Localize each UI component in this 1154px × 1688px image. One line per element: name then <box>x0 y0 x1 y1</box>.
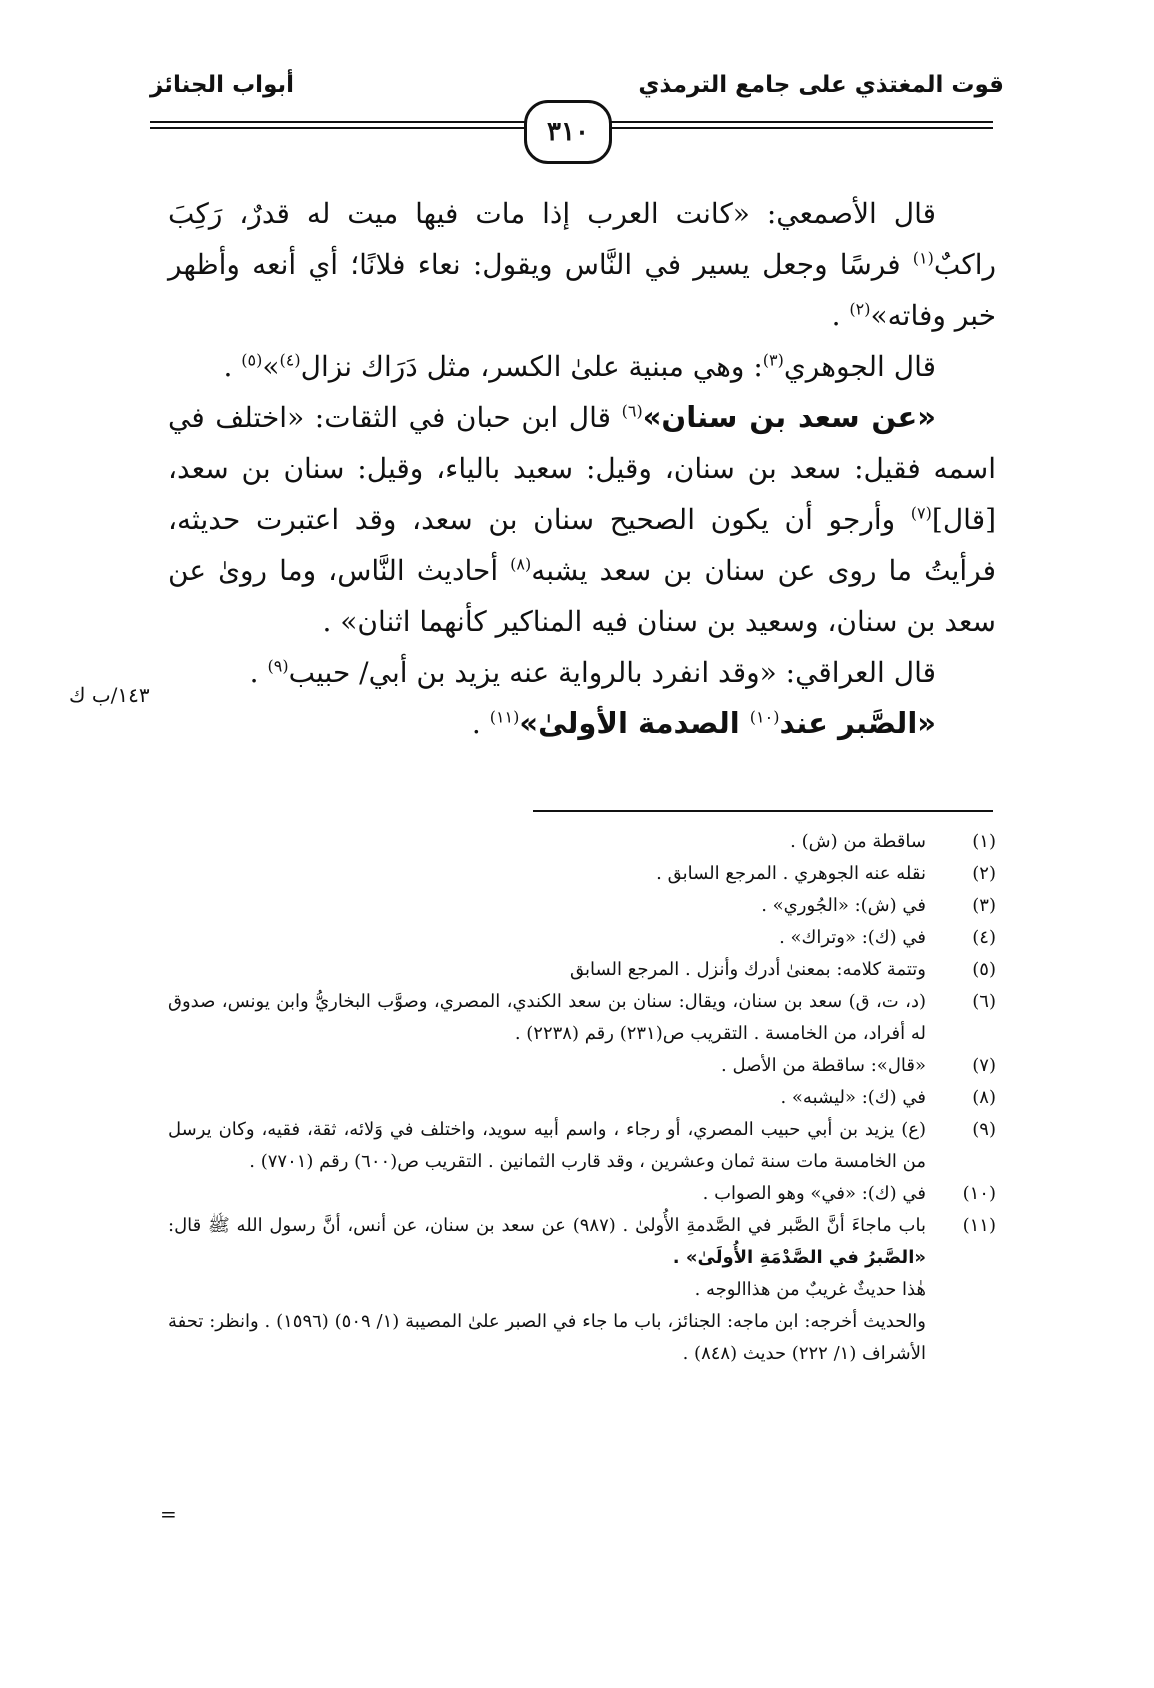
footnote-text: باب ماجاءَ أنَّ الصَّبر في الصَّدمةِ الأُولىٰ . (٩٨٧) عن سعد بن سنان، عن أنس، أنَّ رسول الله ﷺ قال: <box>168 1215 926 1236</box>
footnote-ref: (٦) <box>621 401 643 421</box>
footnote-number: (٣) <box>972 895 996 916</box>
text: فرسًا وجعل يسير في النَّاس ويقول: نعاء فلانًا؛ أي أنعه وأظهر خبر وفاته» <box>168 248 996 332</box>
footnote-text: في (ك): «وتراك» . <box>779 927 926 948</box>
footnote-ref: (٥) <box>241 350 263 370</box>
footnote-number: (١٠) <box>962 1183 996 1204</box>
page-number-box <box>524 100 612 164</box>
text: . <box>249 656 268 689</box>
footnote-number: (١) <box>972 831 996 852</box>
hadith-heading: «عن سعد بن سنان» <box>642 400 936 434</box>
text: قال العراقي: «وقد انفرد بالرواية عنه يزيد بن أبي/ حبيب <box>288 656 936 689</box>
hadith-quote: «الصَّبرُ في الصَّدْمَةِ الأُولَىٰ» . <box>672 1247 926 1268</box>
paragraph-iraqi <box>168 647 996 698</box>
paragraph-jawhari <box>168 341 996 392</box>
footnote-text: (ع) يزيد بن أبي حبيب المصري، أو رجاء ، واسم أبيه سويد، واختلف في وَلائه، ثقة، فقيه، وكان يرسل من الخامسة مات سنة ثمان وعشرين ، وقد قارب الثمانين . التقريب ص(٦٠٠) رقم (٧٧٠١) . <box>168 1119 926 1172</box>
footnote-number: (٧) <box>972 1055 996 1076</box>
footnote-ref: (١١) <box>489 707 520 727</box>
footnote-separator <box>533 810 993 812</box>
footnote-7 <box>168 1050 996 1082</box>
text: : وهي مبنية علىٰ الكسر، مثل دَرَاك نزال <box>300 350 763 383</box>
footnote-2 <box>168 858 996 890</box>
text: . <box>831 299 850 332</box>
footnote-grading: هٰذا حديثٌ غريبٌ من هذاالوجه . <box>694 1279 926 1300</box>
footnote-ref: (٨) <box>510 554 532 574</box>
footnote-ref: (٣) <box>762 350 784 370</box>
section-title: أبواب الجنائز <box>150 72 295 98</box>
footnote-9 <box>168 1114 996 1178</box>
hadith-heading: «الصَّبر عند <box>779 706 936 740</box>
footnote-text: (د، ت، ق) سعد بن سنان، ويقال: سنان بن سعد الكندي، المصري، وصوَّب البخاريُّ وابن يونس، صدوق له أفراد، من الخامسة . التقريب ص(٢٣١) رقم (٢٢٣٨) . <box>168 991 926 1044</box>
footnote-8 <box>168 1082 996 1114</box>
text: قال الأصمعي: «كانت العرب إذا مات فيها ميت له قدرٌ، رَكِبَ راكبٌ <box>168 197 996 281</box>
footnote-ref: (١) <box>912 248 934 268</box>
main-text <box>168 188 996 749</box>
footnote-takhrij: والحديث أخرجه: ابن ماجه: الجنائز، باب ما جاء في الصبر علىٰ المصيبة (١/ ٥٠٩) (١٥٩٦) . وانظر: تحفة الأشراف (١/ ٢٢٢) حديث (٨٤٨) . <box>168 1311 926 1364</box>
footnote-text: في (ك): «في» وهو الصواب . <box>702 1183 926 1204</box>
paragraph-asmai <box>168 188 996 341</box>
footnote-4 <box>168 922 996 954</box>
footnote-number: (٩) <box>972 1119 996 1140</box>
footnote-number: (٨) <box>972 1087 996 1108</box>
text: قال ابن حبان في الثقات: «اختلف في اسمه فقيل: سعد بن سنان، وقيل: سعيد بالياء، وقيل: سنان بن سعد، [قال] <box>168 401 996 536</box>
header-rule <box>150 127 528 129</box>
footnote-ref: (٢) <box>849 299 871 319</box>
footnote-10 <box>168 1178 996 1210</box>
hadith-heading: الصدمة الأولىٰ» <box>519 706 750 740</box>
footnote-6 <box>168 986 996 1050</box>
footnote-text: في (ك): «ليشبه» . <box>780 1087 926 1108</box>
footnote-text: في (ش): «الجُوري» . <box>761 895 926 916</box>
footnote-number: (٢) <box>972 863 996 884</box>
footnote-number: (٥) <box>972 959 996 980</box>
page-number: ٣١٠ <box>547 117 589 147</box>
footnote-ref: (٤) <box>279 350 301 370</box>
footnote-text: وتتمة كلامه: بمعنىٰ أدرك وأنزل . المرجع السابق <box>569 959 926 980</box>
text: . <box>471 707 490 740</box>
text: قال الجوهري <box>783 350 936 383</box>
paragraph-sabr <box>168 698 996 749</box>
footnote-text: نقله عنه الجوهري . المرجع السابق . <box>656 863 926 884</box>
footnote-number: (٦) <box>972 991 996 1012</box>
manuscript-margin-note: ١٤٣/ب ك <box>69 683 150 707</box>
paragraph-saad-bin-sinan <box>168 392 996 647</box>
book-title: قوت المغتذي على جامع الترمذي <box>638 72 1004 98</box>
footnote-ref: (٧) <box>910 503 932 523</box>
text: » <box>262 350 280 383</box>
header-rule <box>150 121 528 123</box>
footnote-1 <box>168 826 996 858</box>
text: وأرجو أن يكون الصحيح سنان بن سعد، وقد اعتبرت حديثه، فرأيتُ ما روى عن سنان بن سعد يشبه <box>168 503 996 587</box>
footnote-number: (٤) <box>972 927 996 948</box>
footnote-number: (١١) <box>962 1215 996 1236</box>
header-rule <box>600 127 993 129</box>
footnote-ref: (١٠) <box>749 707 780 727</box>
footnote-5 <box>168 954 996 986</box>
footnote-11 <box>168 1210 996 1370</box>
footnote-ref: (٩) <box>267 656 289 676</box>
text: . <box>223 350 242 383</box>
header-rule <box>600 121 993 123</box>
footnotes <box>168 826 996 1370</box>
footnote-text: «قال»: ساقطة من الأصل . <box>721 1055 926 1076</box>
footnote-3 <box>168 890 996 922</box>
footnote-text: ساقطة من (ش) . <box>790 831 926 852</box>
text: أحاديث النَّاس، وما رویٰ عن سعد بن سنان، وسعيد بن سنان فيه المناكير كأنهما اثنان» . <box>168 554 996 638</box>
continuation-mark: = <box>160 1502 177 1526</box>
